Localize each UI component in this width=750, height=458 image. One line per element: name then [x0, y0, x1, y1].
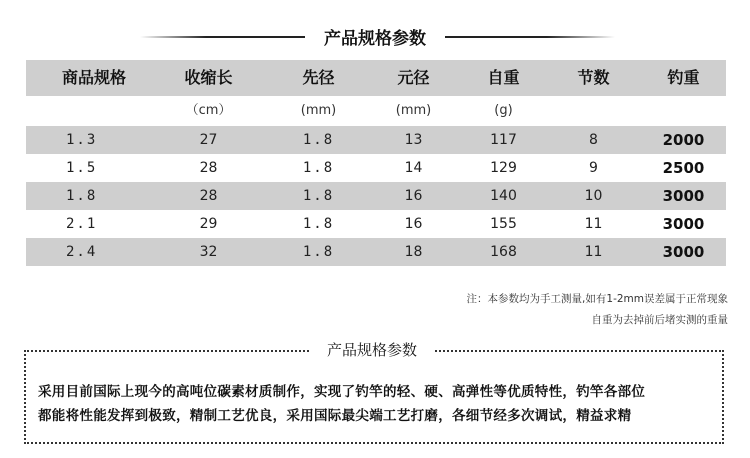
col-header-spec: 商品规格: [61, 68, 126, 87]
table-unit-row: [26, 96, 726, 126]
cell-sections: 9: [589, 160, 598, 176]
table-row: [26, 126, 726, 154]
col-header-butt-diameter: 元径: [397, 68, 430, 87]
col-header-lure-weight: 钓重: [667, 68, 700, 87]
cell-butt-diameter: 14: [404, 160, 423, 176]
cell-sections: 10: [584, 188, 603, 204]
cell-lure-weight: 3000: [662, 215, 705, 233]
weight-note: 自重为去掉前后堵实测的重量: [591, 314, 728, 326]
cell-butt-diameter: 13: [404, 132, 423, 148]
col-header-tip-diameter: 先径: [302, 68, 335, 87]
cell-length: 28: [199, 160, 218, 176]
spec-table: [26, 60, 726, 266]
cell-butt-diameter: 16: [404, 188, 423, 204]
cell-tip-diameter: 1.8: [302, 160, 335, 176]
cell-lure-weight: 2000: [662, 131, 705, 149]
cell-spec: 1.8: [66, 188, 98, 204]
title-divider-left: [140, 36, 305, 38]
col-header-sections: 节数: [577, 68, 610, 87]
unit-length: （cm）: [185, 103, 232, 118]
section-title: 产品规格参数: [324, 29, 426, 49]
cell-lure-weight: 3000: [662, 187, 705, 205]
cell-length: 29: [199, 216, 218, 232]
cell-weight: 168: [490, 244, 517, 260]
cell-sections: 11: [584, 216, 603, 232]
cell-butt-diameter: 18: [404, 244, 423, 260]
cell-tip-diameter: 1.8: [302, 244, 335, 260]
cell-weight: 129: [490, 160, 517, 176]
cell-lure-weight: 2500: [662, 159, 705, 177]
col-header-weight: 自重: [487, 68, 520, 87]
cell-tip-diameter: 1.8: [302, 132, 335, 148]
table-row: [26, 154, 726, 182]
cell-sections: 8: [589, 132, 598, 148]
cell-spec: 1.5: [66, 160, 98, 176]
table-row: [26, 210, 726, 238]
cell-length: 28: [199, 188, 218, 204]
section-title-bar: [0, 18, 750, 54]
description-line: 都能将性能发挥到极致，精制工艺优良，采用国际最尖端工艺打磨，各细节经多次调试，精益求精: [38, 408, 632, 424]
title-divider-right: [445, 36, 615, 38]
cell-tip-diameter: 1.8: [302, 216, 335, 232]
cell-weight: 140: [490, 188, 517, 204]
cell-length: 27: [199, 132, 218, 148]
table-row: [26, 238, 726, 266]
cell-lure-weight: 3000: [662, 243, 705, 261]
description-title: 产品规格参数: [310, 339, 434, 361]
cell-sections: 11: [584, 244, 603, 260]
cell-spec: 2.1: [66, 216, 98, 232]
cell-butt-diameter: 16: [404, 216, 423, 232]
table-header-row: [26, 60, 726, 96]
table-row: [26, 182, 726, 210]
cell-tip-diameter: 1.8: [302, 188, 335, 204]
description-line: 采用目前国际上现今的高吨位碳素材质制作，实现了钓竿的轻、硬、高弹性等优质特性，钓竿各部位: [38, 384, 646, 400]
col-header-length: 收缩长: [184, 68, 233, 87]
cell-weight: 155: [490, 216, 517, 232]
cell-spec: 2.4: [66, 244, 98, 260]
unit-weight: (g): [494, 103, 513, 118]
cell-length: 32: [199, 244, 218, 260]
measurement-note: 注：本参数均为手工测量,如有1-2mm误差属于正常现象: [466, 293, 728, 305]
cell-spec: 1.3: [66, 132, 98, 148]
unit-tip-diameter: (mm): [300, 103, 337, 118]
cell-weight: 117: [490, 132, 517, 148]
unit-butt-diameter: (mm): [395, 103, 432, 118]
